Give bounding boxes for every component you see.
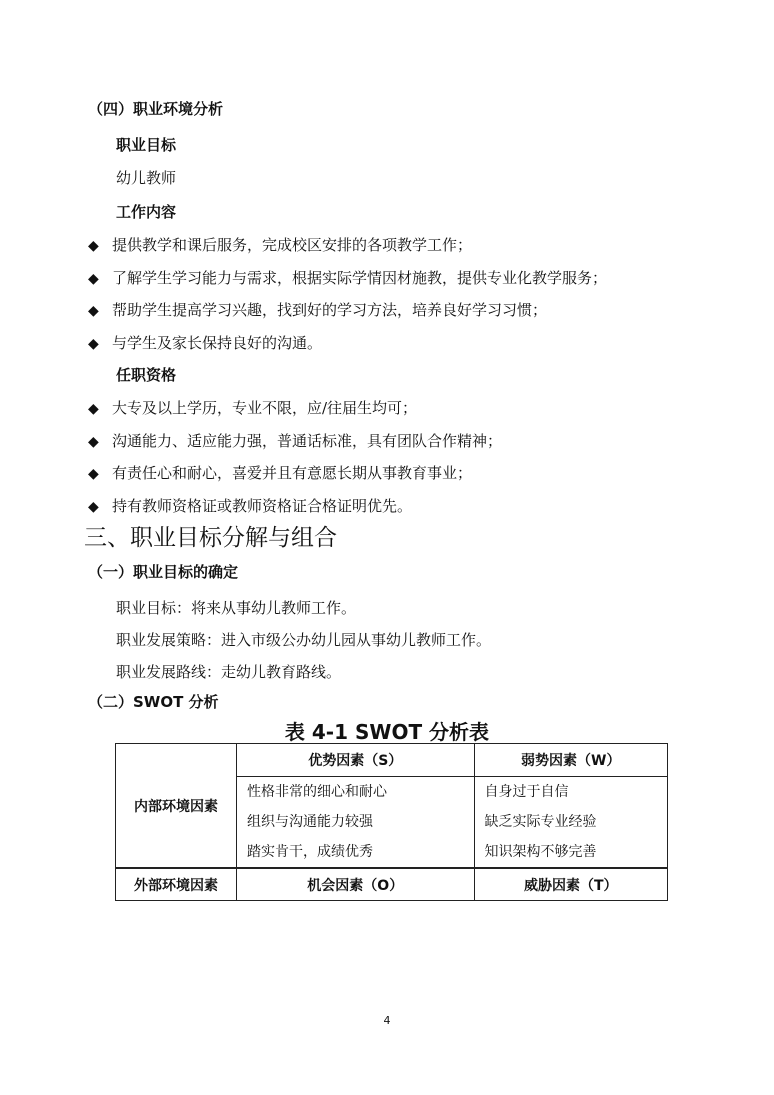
- career-goal-value: 幼儿教师: [116, 169, 177, 187]
- internal-factors-label: 内部环境因素: [116, 744, 237, 869]
- strengths-list: [237, 777, 475, 869]
- swot-table: [115, 743, 668, 901]
- strength-item: 性格非常的细心和耐心: [247, 784, 387, 800]
- goal-line: 职业发展策略：进入市级公办幼儿园从事幼儿教师工作。: [116, 631, 492, 649]
- goal-line: 职业发展路线：走幼儿教育路线。: [116, 663, 342, 681]
- weakness-item: 知识架构不够完善: [484, 844, 597, 860]
- diamond-bullet-icon: ◆: [88, 401, 99, 417]
- career-goal-label: 职业目标: [116, 136, 177, 154]
- goal-line: 职业目标：将来从事幼儿教师工作。: [116, 599, 357, 617]
- weaknesses-list: [474, 777, 667, 869]
- job-content-item: ◆ 帮助学生提高学习兴趣，找到好的学习方法，培养良好学习习惯；: [88, 301, 548, 319]
- strength-item: 踏实肯干，成绩优秀: [247, 844, 373, 860]
- weakness-item: 自身过于自信: [484, 784, 569, 800]
- qualification-item: ◆ 有责任心和耐心，喜爱并且有意愿长期从事教育事业；: [88, 464, 473, 482]
- diamond-bullet-icon: ◆: [88, 434, 99, 450]
- strengths-header: 优势因素（S）: [237, 744, 475, 777]
- qualifications-label: 任职资格: [116, 366, 177, 384]
- job-content-item: ◆ 与学生及家长保持良好的沟通。: [88, 334, 323, 352]
- diamond-bullet-icon: ◆: [88, 271, 99, 287]
- diamond-bullet-icon: ◆: [88, 499, 99, 515]
- diamond-bullet-icon: ◆: [88, 466, 99, 482]
- qualification-item: ◆ 持有教师资格证或教师资格证合格证明优先。: [88, 497, 413, 515]
- threats-header: 威胁因素（T）: [474, 868, 667, 901]
- strength-item: 组织与沟通能力较强: [247, 814, 373, 830]
- page-number: 4: [383, 1014, 391, 1027]
- table-caption: 表 4-1 SWOT 分析表: [284, 720, 490, 744]
- job-content-item: ◆ 提供教学和课后服务，完成校区安排的各项教学工作；: [88, 236, 473, 254]
- opportunities-header: 机会因素（O）: [237, 868, 475, 901]
- weaknesses-header: 弱势因素（W）: [474, 744, 667, 777]
- subsection-heading-goal: （一）职业目标的确定: [88, 563, 239, 581]
- weakness-item: 缺乏实际专业经验: [484, 814, 597, 830]
- diamond-bullet-icon: ◆: [88, 303, 99, 319]
- diamond-bullet-icon: ◆: [88, 238, 99, 254]
- qualification-item: ◆ 沟通能力、适应能力强，普通话标准，具有团队合作精神；: [88, 432, 503, 450]
- diamond-bullet-icon: ◆: [88, 336, 99, 352]
- job-content-item: ◆ 了解学生学习能力与需求，根据实际学情因材施教，提供专业化教学服务；: [88, 269, 608, 287]
- job-content-label: 工作内容: [116, 203, 177, 221]
- subsection-heading-swot: （二）SWOT 分析: [88, 693, 219, 711]
- external-factors-label: 外部环境因素: [116, 868, 237, 901]
- chapter-heading: 三、职业目标分解与组合: [84, 525, 337, 551]
- qualification-item: ◆ 大专及以上学历，专业不限，应/往届生均可；: [88, 399, 418, 417]
- section-heading-environment: （四）职业环境分析: [88, 100, 224, 118]
